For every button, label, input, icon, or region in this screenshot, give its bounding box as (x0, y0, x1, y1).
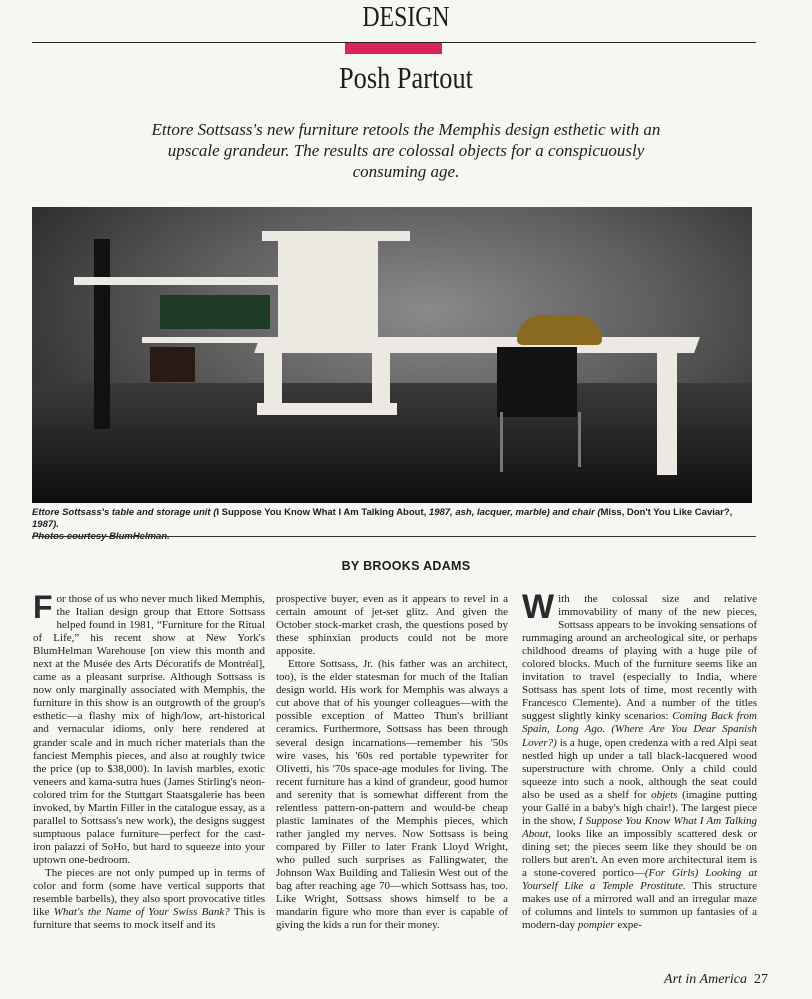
drop-cap: F (33, 589, 53, 625)
italic-term: pompier (577, 919, 615, 932)
work-title: What's the Name of Your Swiss Bank? (53, 906, 230, 919)
byline: BY BROOKS ADAMS (341, 559, 471, 573)
caption-text: 1987). (32, 519, 59, 530)
page-folio (600, 972, 768, 988)
caption-text: 1987, ash, lacquer, marble) and chair ( (426, 507, 601, 518)
accent-bar (345, 43, 442, 54)
caption-text: Ettore Sottsass's table and storage unit ( (32, 507, 217, 518)
photo-bottles (160, 295, 270, 329)
paragraph-text: expe- (614, 919, 642, 932)
photo-storage-unit (278, 237, 378, 347)
work-title: I Suppose You Know What I Am Talking About (522, 814, 757, 840)
paragraph-text: is a huge, open credenza with a red Alpi seat nestled high up under a tall black-lacquered wood superstructure with chrome. Only a child could squeeze into such a nook, although the seat could also be used as a shelf for (522, 736, 757, 801)
caption-rule (32, 536, 756, 537)
work-title: (For Girls) Looking at Yourself Like a Temple Prostitute. (522, 866, 758, 893)
photo-table-leg (657, 347, 677, 475)
article-column-3 (522, 588, 758, 932)
paragraph (522, 588, 758, 932)
paragraph-text: or those of us who never much liked Memphis, the Italian design group that Ettore Sottsass helped found in 1981, “Furniture for the Ritual of Life,” his recent show at New York's BlumHelman Warehouse [on view this month and next at the Musée des Arts Décoratifs de Montréal], came as a pleasant surprise. Although Sottsass is now only marginally associated with Memphis, the furniture in this show is an outgrowth of the group's esthetic—a flashy mix of high/low, art-historical and vernacular idioms, only here rendered at grander scale and in much richer materials than the fanciest Memphis pieces, and also at roughly twice the price (up to $38,000). In lavish marbles, exotic veneers and kama-sutra hues (James Stirling's neon-colored trim for the Stuttgart Staatsgalerie has been invoked, by Martin Filler in the catalogue essay, as a parallel to Sottsass's new work), the designs suggest sumptuous palace furniture—perfect for the cast-iron palazzi of SoHo, but hard to squeeze into your uptown one-bedroom. (33, 593, 265, 866)
paragraph: Ettore Sottsass, Jr. (his father was an architect, too), is the elder statesman for much of the Italian design world. His work for Memphis was always a cut above that of his younger colleagues—with the possible exception of Matteo Thun's brilliant ceramics. Furthermore, Sottsass has been through several design incarnations—remember his '50s wire vases, his '60s red portable typewriter for Olivetti, his '70s space-age modules for living. The recent furniture has a kind of grandeur, good humor and serenity that is somewhat different from the relentless pattern-on-pattern and would-be cheap plastic laminates of the Memphis pieces, which rather jangled my nerves. Now Sottsass is being compared by Filler to later Frank Lloyd Wright, who pulled such surprises as Fallingwater, the Johnson Wax Building and Taliesin West out of the bag after reaching age 70—which Sottsass has, too. Like Wright, Sottsass shows himself to be a mandarin figure who more than ever is capable of giving the kids a run for their money. (276, 658, 508, 932)
photo-shelf (74, 277, 279, 285)
paragraph-text: ith the colossal size and relative immovability of many of the new pieces, Sottsass appears to be invoking sensations of rummaging around an archeological site, or perhaps childhood dreams of playing with a huge pile of colored blocks. Much of the furniture seems like an invitation to travel (especially to India, where Sottsass has spent lots of time, most recently with Francesco Clemente). And a number of the titles suggest slightly kinky scenarios: (522, 593, 757, 723)
article-column-1 (33, 589, 265, 932)
photo-chair-leg (500, 412, 503, 472)
caption-work-title: I Suppose You Know What I Am Talking About, (216, 507, 427, 518)
article-title: Posh Partout (339, 60, 473, 95)
article-column-2 (276, 593, 508, 932)
article-dek: Ettore Sottsass's new furniture retools the Memphis design esthetic with an upscale grandeur. The results are colossal objects for a conspicuously consuming age. (151, 120, 661, 181)
photo-caption (32, 507, 756, 543)
paragraph (33, 589, 265, 867)
section-heading: DESIGN (362, 2, 450, 33)
photo-chair (497, 347, 577, 417)
drop-cap: W (522, 588, 555, 626)
photo-bottles (150, 347, 195, 382)
photo-chair-leg (578, 412, 581, 467)
photo-fruit-bowl (517, 315, 602, 345)
paragraph-text: , looks like an impossibly scattered desk or dining set; the pieces seem like they should be on rollers but aren't. An even more architectural item is a stone-covered portico— (522, 827, 757, 879)
furniture-photo (32, 207, 752, 503)
paragraph-text: The pieces are not only pumped up in terms of color and form (some have vertical supports that resemble barbells), they also sport provocative titles like (33, 866, 265, 919)
work-title: Coming Back from Spain, Long Ago. (Where Are You Dear Spanish Lover?) (522, 710, 757, 749)
photo-table (254, 337, 700, 353)
paragraph: prospective buyer, even as it appears to revel in a certain amount of jet-set glitz. And given the October stock-market crash, the questions posed by these sphinxian products could not be more apposite. (276, 593, 508, 658)
caption-work-title: Miss, Don't You Like Caviar?, (600, 507, 733, 518)
italic-term: objets (651, 788, 678, 801)
photo-table-base (257, 403, 397, 415)
paragraph (33, 867, 265, 932)
photo-storage-top (262, 231, 410, 241)
paragraph-text: This structure makes use of a mirrored wall and an irregular maze of columns and lintels to summon up fantasies of a modern-day (522, 880, 757, 932)
page-number: 27 (754, 972, 768, 987)
paragraph-text: (imagine putting your Gallé in a baby's high chair!). The largest piece in the show, (522, 788, 757, 827)
paragraph-text: This is furniture that seems to mock itself and its (33, 906, 265, 932)
publication-name: Art in America (664, 972, 747, 987)
photo-column (94, 239, 110, 429)
photo-floor (32, 383, 752, 503)
